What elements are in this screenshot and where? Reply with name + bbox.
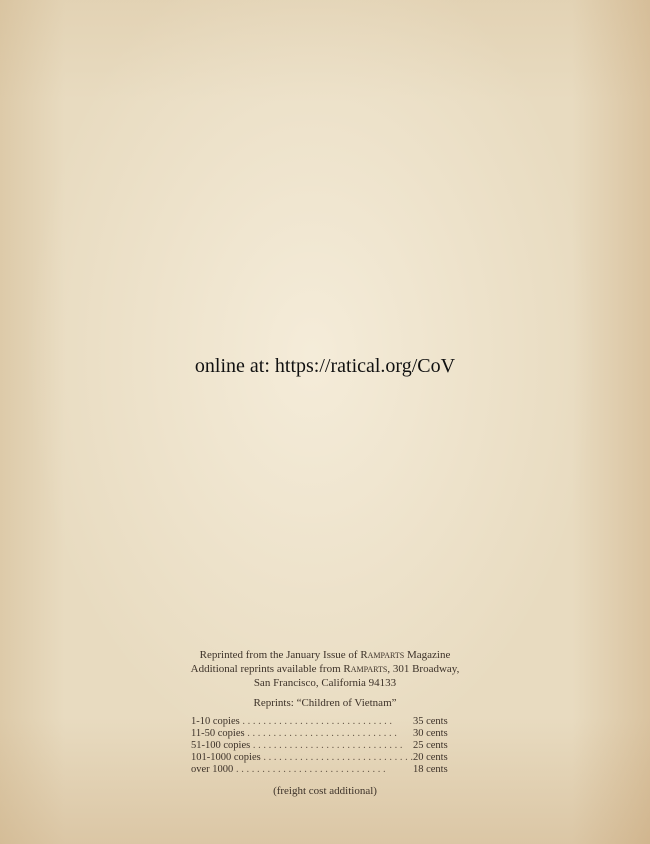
price-row (191, 740, 459, 752)
imprint-line-1 (0, 648, 650, 662)
imprint-line-2 (0, 662, 650, 676)
price-value: 35 cents (412, 716, 448, 727)
price-quantity: 1-10 copies . . . (191, 716, 413, 728)
magazine-name: Ramparts (360, 649, 405, 661)
price-table (191, 716, 459, 776)
online-link-text: online at: https://ratical.org/CoV (194, 355, 456, 377)
price-row (191, 728, 459, 740)
price-value: 18 cents (412, 764, 448, 775)
imprint-line-1-post: Magazine (404, 649, 451, 661)
price-row (191, 752, 459, 764)
price-value: 20 cents (412, 752, 448, 763)
price-row (191, 764, 459, 776)
imprint-line-1-pre: Reprinted from the January Issue of (199, 649, 361, 661)
imprint-line-2-pre: Additional reprints available from (190, 663, 344, 675)
price-quantity: 101-1000 copies . . . (191, 752, 413, 764)
price-row (191, 716, 459, 728)
price-quantity: 51-100 copies . . . (191, 740, 413, 752)
imprint-address: San Francisco, California 94133 (253, 677, 397, 689)
price-quantity: over 1000 . . . (191, 764, 413, 776)
reprints-title: Reprints: “Children of Vietnam” (253, 697, 397, 709)
price-value: 25 cents (412, 740, 448, 751)
price-quantity: 11-50 copies . . . (191, 728, 413, 740)
freight-note: (freight cost additional) (273, 785, 377, 797)
reprint-imprint (0, 648, 650, 798)
publisher-name: Ramparts (343, 663, 388, 675)
imprint-line-2-post: , 301 Broadway, (387, 663, 460, 675)
price-value: 30 cents (412, 728, 448, 739)
